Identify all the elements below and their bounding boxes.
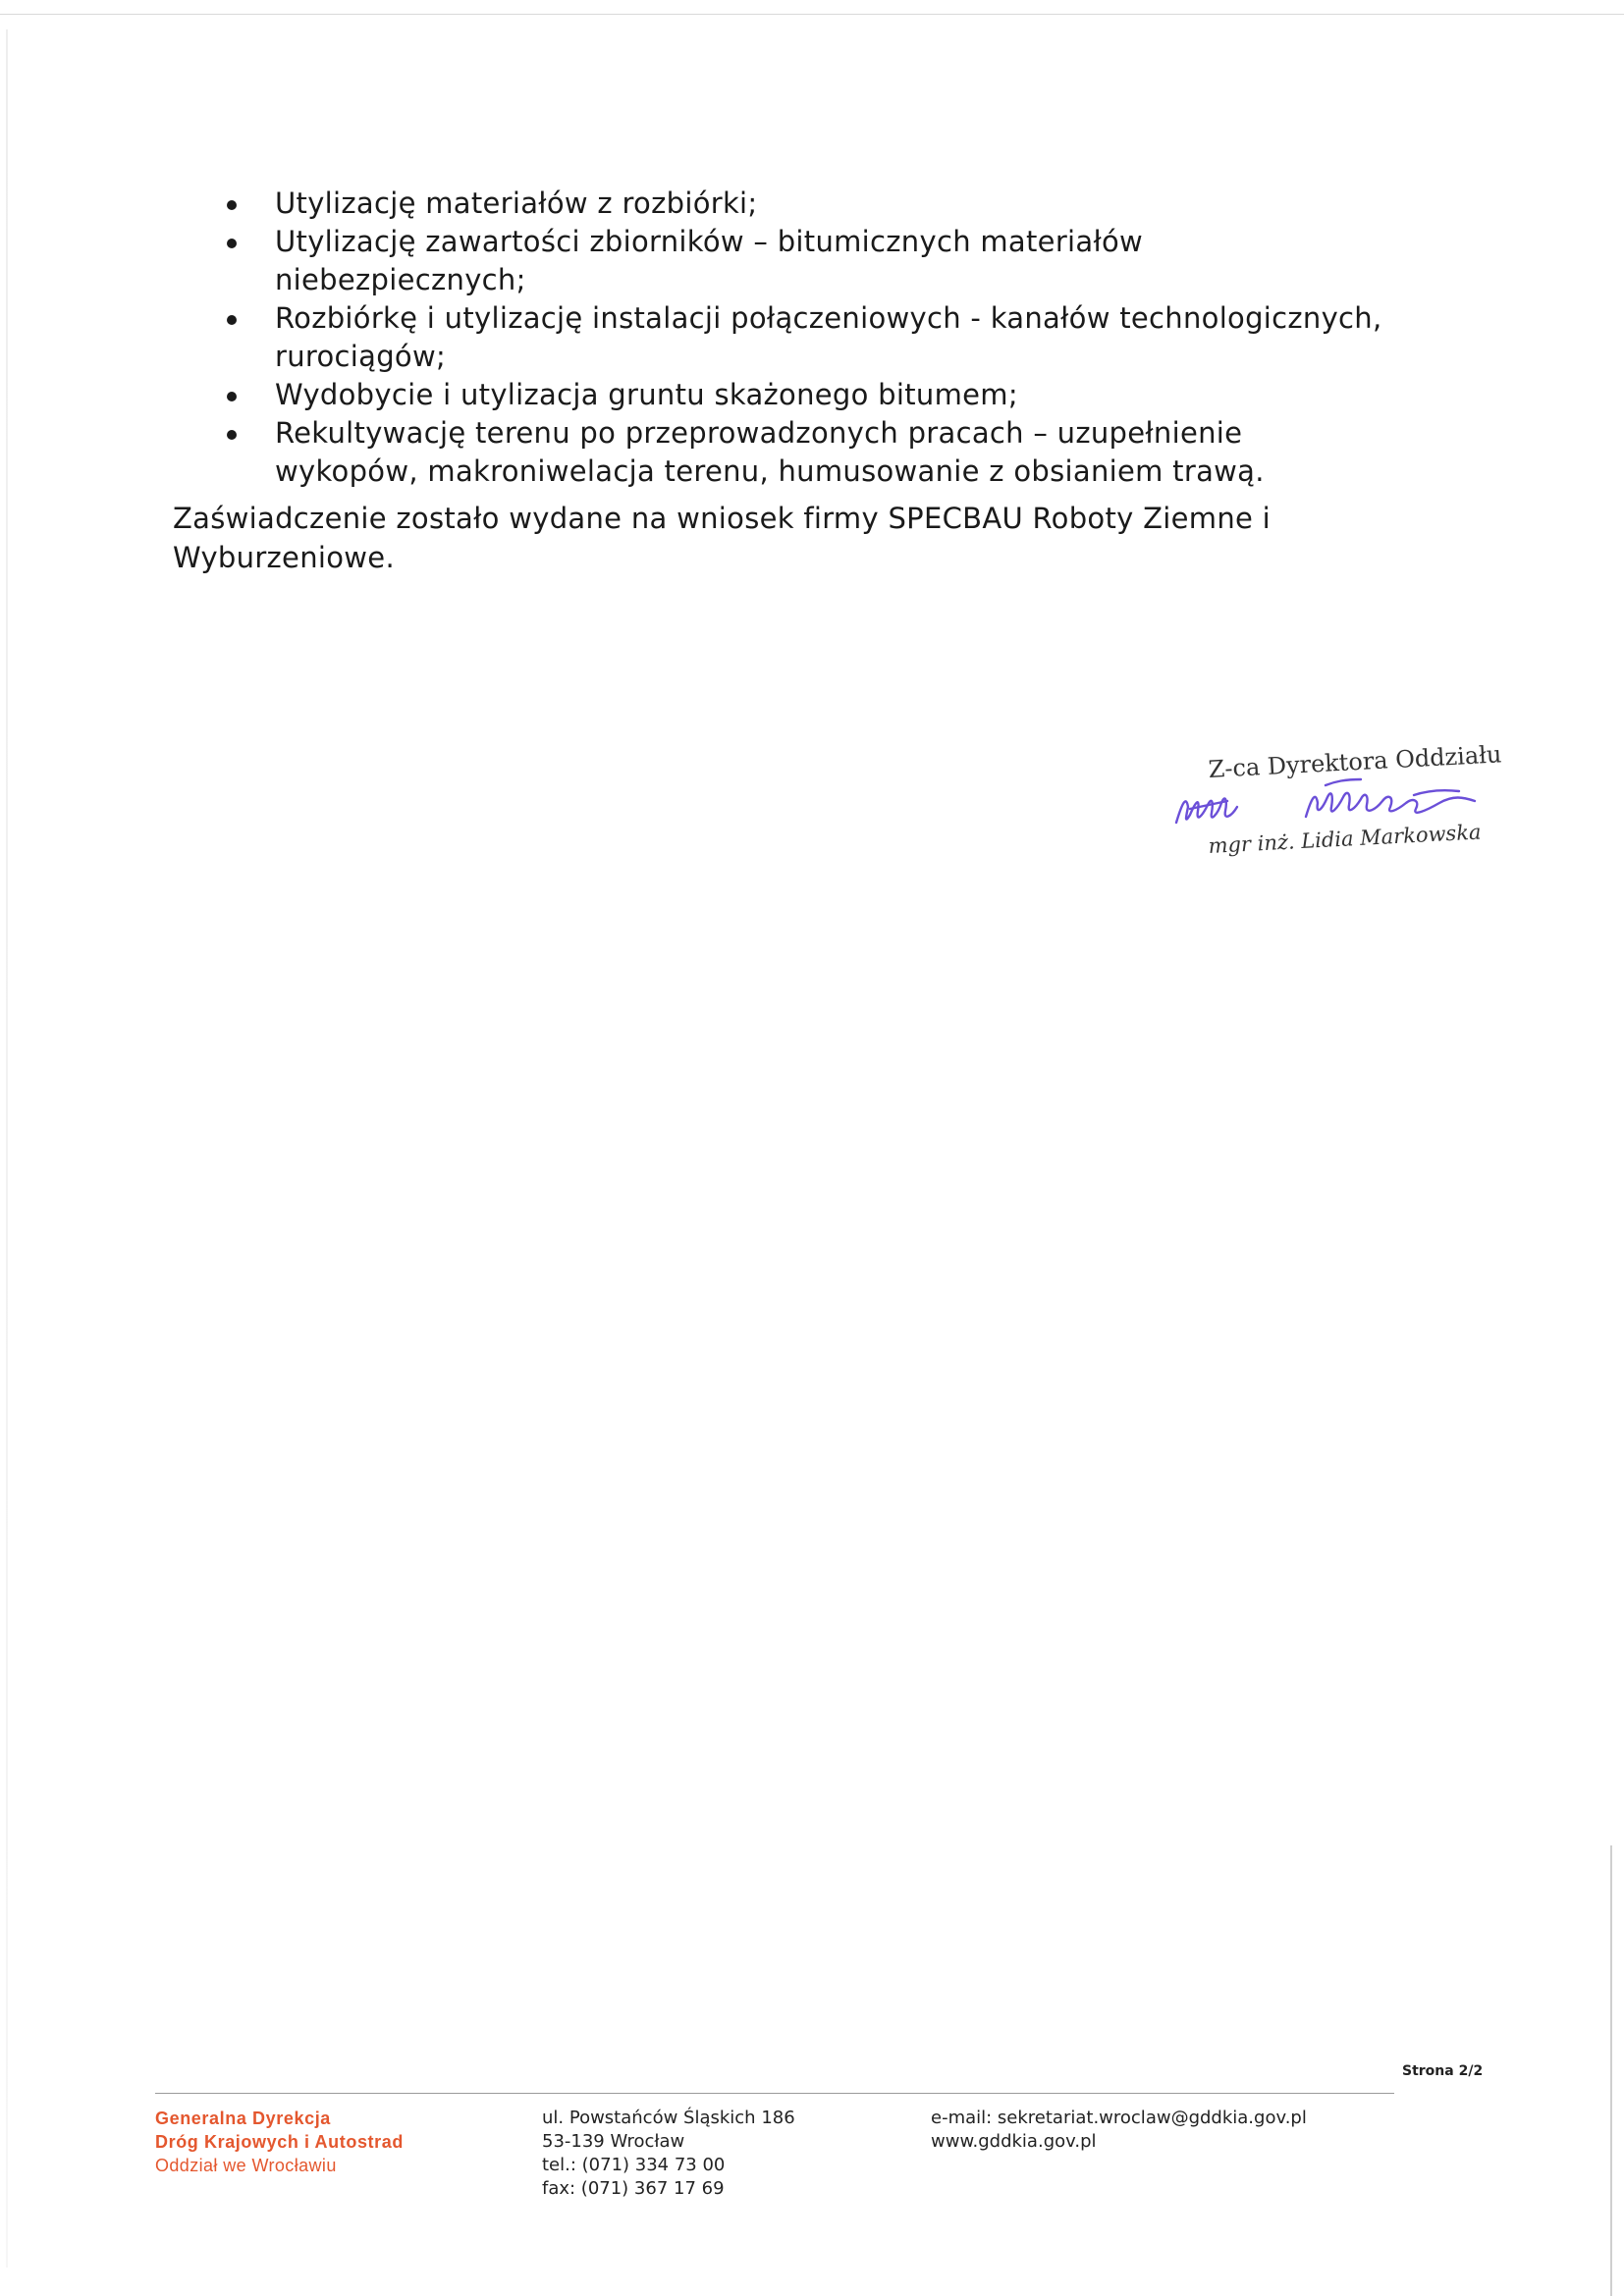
issuance-statement: Zaświadczenie zostało wydane na wniosek firmy SPECBAU Roboty Ziemne i Wyburzeniowe. — [173, 502, 1272, 574]
org-branch: Oddział we Wrocławiu — [155, 2156, 337, 2175]
list-item — [216, 223, 1384, 299]
signature-stamp — [1168, 740, 1542, 893]
footer-organization — [155, 2107, 404, 2177]
bullet-icon — [227, 200, 237, 210]
footer-address — [542, 2107, 795, 2201]
list-item — [216, 299, 1384, 376]
scope-of-work-list — [216, 185, 1384, 491]
bullet-icon — [227, 239, 237, 248]
stamp-title: Z-ca Dyrektora Oddziału — [1208, 740, 1503, 783]
org-name-line1: Generalna Dyrekcja — [155, 2109, 331, 2128]
scan-edge-top — [0, 14, 1624, 15]
list-item-text: Wydobycie i utylizacja gruntu skażonego bitumem; — [275, 378, 1018, 411]
bullet-icon — [227, 315, 237, 325]
footer-divider — [155, 2093, 1394, 2094]
scan-edge-left — [6, 29, 8, 2268]
list-item — [216, 376, 1384, 414]
list-item — [216, 414, 1384, 491]
list-item — [216, 185, 1384, 223]
scan-edge-right — [1610, 1845, 1612, 2296]
email-address: e-mail: sekretariat.wroclaw@gddkia.gov.pl — [931, 2108, 1307, 2128]
signatory-name: mgr inż. Lidia Markowska — [1208, 820, 1483, 858]
list-item-text: Rekultywację terenu po przeprowadzonych pracach – uzupełnienie wykopów, makroniwelacja terenu, humusowanie z obsianiem trawą. — [275, 416, 1265, 488]
fax-number: fax: (071) 367 17 69 — [542, 2178, 725, 2199]
list-item-text: Utylizację materiałów z rozbiórki; — [275, 187, 758, 220]
website-url: www.gddkia.gov.pl — [931, 2131, 1097, 2152]
list-item-text: Utylizację zawartości zbiorników – bitumicznych materiałów niebezpiecznych; — [275, 225, 1144, 296]
bullet-icon — [227, 430, 237, 440]
footer-contact — [931, 2107, 1307, 2154]
page-number: Strona 2/2 — [1402, 2063, 1484, 2079]
address-street: ul. Powstańców Śląskich 186 — [542, 2108, 795, 2128]
list-item-text: Rozbiórkę i utylizację instalacji połączeniowych - kanałów technologicznych, rurociągów; — [275, 301, 1382, 373]
address-city: 53-139 Wrocław — [542, 2131, 685, 2152]
org-name-line2: Dróg Krajowych i Autostrad — [155, 2132, 404, 2152]
bullet-icon — [227, 392, 237, 401]
phone-number: tel.: (071) 334 73 00 — [542, 2155, 726, 2175]
